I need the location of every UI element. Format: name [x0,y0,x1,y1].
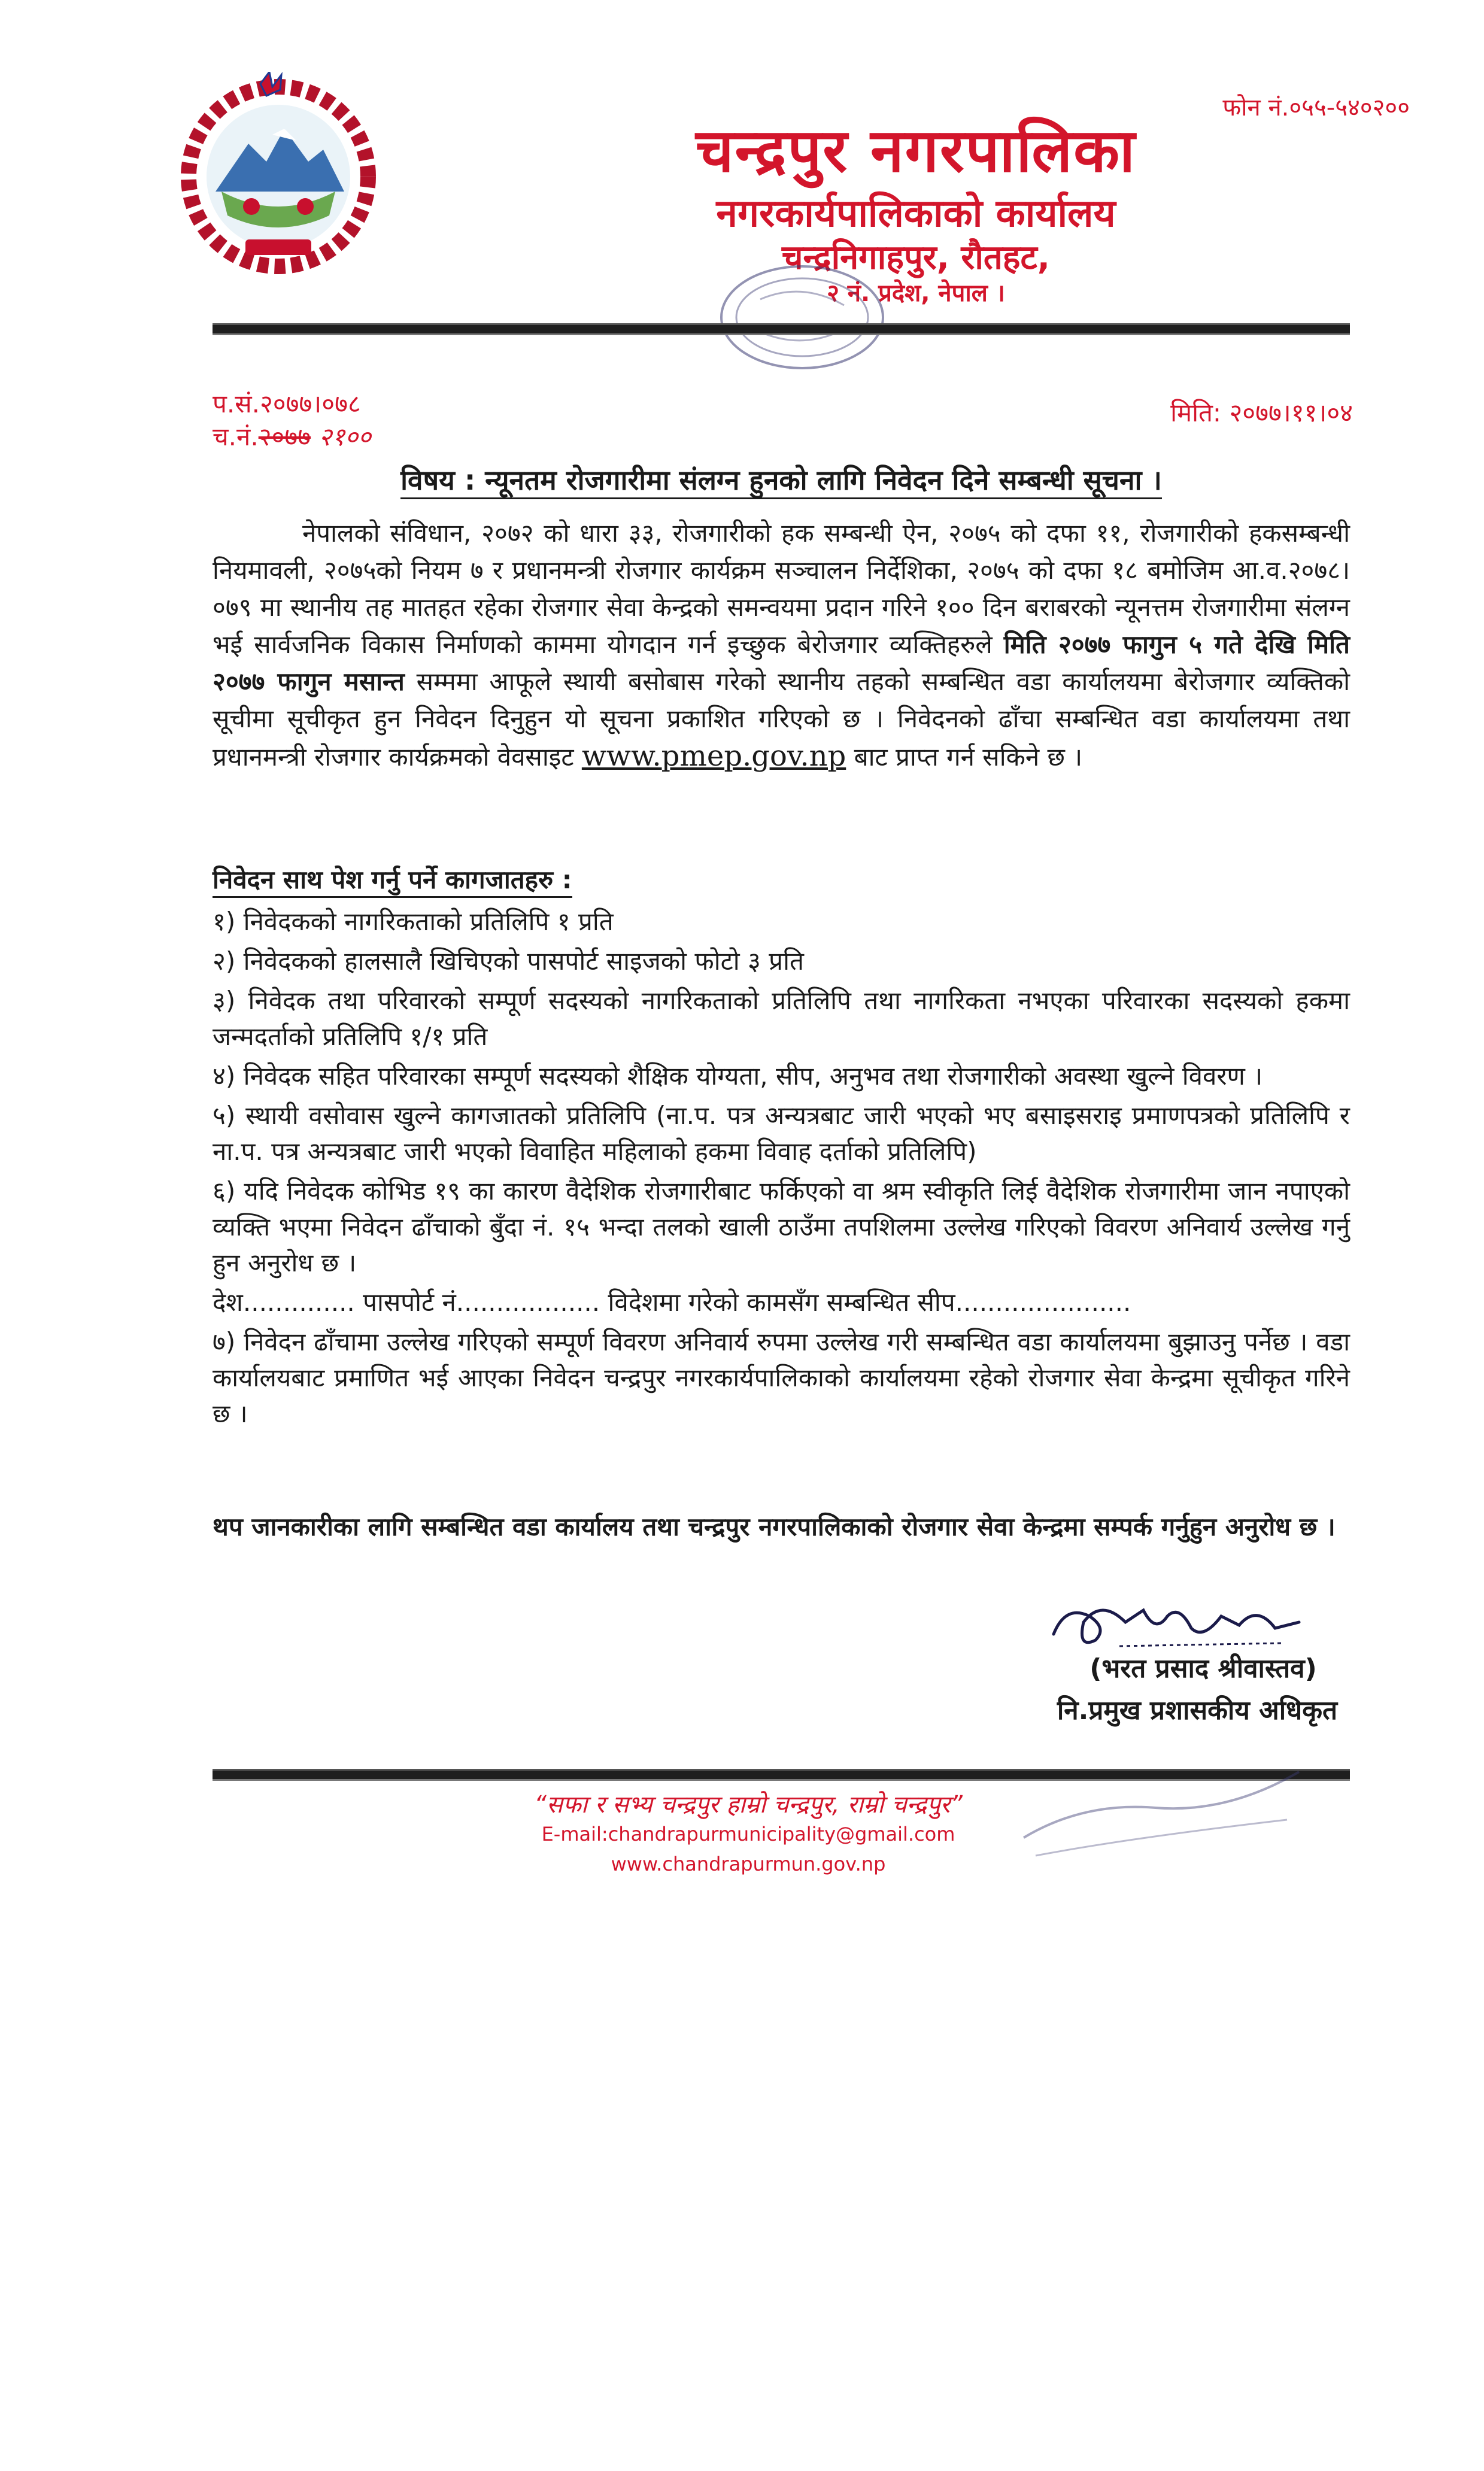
list-item: ४) निवेदक सहित परिवारका सम्पूर्ण सदस्यको शैक्षिक योग्यता, सीप, अनुभव तथा रोजगारीको अवस्था खुल्ने विवरण । [213,1061,1263,1091]
documents-heading: निवेदन साथ पेश गर्नु पर्ने कागजातहरु : [213,862,572,898]
body-text-end: बाट प्राप्त गर्न सकिने छ । [854,742,1083,772]
header-divider [213,323,1350,335]
body-text: नेपालको संविधान, २०७२ को धारा ३३, रोजगारीको हक सम्बन्धी ऐन, २०७५ को दफा ११, रोजगारीको हकसम्बन्धी नियमावली, २०७५को नियम ७ र प्रधानमन्त्री रोजगार कार्यक्रम सञ्चालन निर्देशिका, २०७५ को दफा १८ बमोजिम आ.व.२०७८।०७९ मा स्थानीय तह मातहत रहेका रोजगार सेवा केन्द्रको समन्वयमा प्रदान गरिने १०० दिन बराबरको न्यूनत्तम रोजगारीमा संलग्न भई सार्वजनिक विकास निर्माणको काममा योगदान गर्न इच्छुक बेरोजगार व्यक्तिहरुले [213,518,1350,659]
footer-slogan: “सफा र सभ्य चन्द्रपुर हाम्रो चन्द्रपुर, राम्रो चन्द्रपुर” [534,1791,963,1819]
list-item: देश.............. पासपोर्ट नं.................. विदेशमा गरेको कामसँग सम्बन्धित सीप...................... [213,1288,1131,1317]
body-text-cont: सम्ममा आफूले स्थायी बसोबास गरेको स्थानीय तहको सम्बन्धित वडा कार्यालयमा बेरोजगार व्यक्तिको सूचीमा सूचीकृत हुन निवेदन दिनुहुन यो सूचना प्रकाशित गरिएको छ । निवेदनको ढाँचा सम्बन्धित वडा कार्यालयमा तथा प्रधानमन्त्री रोजगार कार्यक्रमको वेवसाइट [213,667,1350,772]
office-address: चन्द्रनिगाहपुर, रौतहट, [782,238,1050,277]
office-subtitle: नगरकार्यपालिकाको कार्यालय [716,192,1116,236]
dispatch-struck-number: २०७७ [258,422,311,451]
footer-email-link[interactable]: E-mail:chandrapurmunicipality@gmail.com [541,1823,955,1845]
reference-number: प.सं.२०७७।०७८ [213,389,361,418]
office-province: २ नं. प्रदेश, नेपाल । [827,280,1005,307]
dispatch-label: च.नं. [213,422,259,451]
signatory-name: (भरत प्रसाद श्रीवास्तव) [1090,1653,1317,1684]
letter-date: मिति: २०७७।११।०४ [1170,398,1353,427]
list-item: ७) निवेदन ढाँचामा उल्लेख गरिएको सम्पूर्ण विवरण अनिवार्य रुपमा उल्लेख गरी सम्बन्धित वडा कार्यालयमा बुझाउनु पर्नेछ । वडा कार्यालयबाट प्रमाणित भई आएका निवेदन चन्द्रपुर नगरकार्यपालिकाको कार्यालयमा रहेको रोजगार सेवा केन्द्रमा सूचीकृत गरिने छ । [213,1327,1350,1428]
list-item: ३) निवेदक तथा परिवारको सम्पूर्ण सदस्यको नागरिकताको प्रतिलिपि तथा नागरिकता नभएका परिवारका सदस्यको हकमा जन्मदर्ताको प्रतिलिपि १/१ प्रति [213,986,1350,1051]
list-item: १) निवेदकको नागरिकताको प्रतिलिपि १ प्रति [213,907,614,936]
application-period: मिति २०७७ फागुन ५ गते देखि मिति २०७७ फागुन मसान्त [213,630,1350,696]
dispatch-number [213,419,371,453]
closing-paragraph: थप जानकारीका लागि सम्बन्धित वडा कार्यालय तथा चन्द्रपुर नगरपालिकाको रोजगार सेवा केन्द्रमा सम्पर्क गर्नुहुन अनुरोध छ । [213,1512,1336,1541]
body-paragraph [213,515,1350,776]
list-item: २) निवेदकको हालसालै खिचिएको पासपोर्ट साइजको फोटो ३ प्रति [213,946,804,976]
nepal-emblem-icon [180,72,377,275]
engineer-stamp-icon [1012,1748,1311,1868]
pmep-website-link[interactable]: www.pmep.gov.np [581,739,846,773]
list-item: ६) यदि निवेदक कोभिड १९ का कारण वैदेशिक रोजगारीबाट फर्किएको वा श्रम स्वीकृति लिई वैदेशिक रोजगारीमा जान नपाएको व्यक्ति भएमा निवेदन ढाँचाको बुँदा नं. १५ भन्दा तलको खाली ठाउँमा तपशिलमा उल्लेख गरिएको विवरण अनिवार्य उल्लेख गर्नु हुन अनुरोध छ । [213,1176,1350,1277]
office-seal-stamp-icon [712,257,892,377]
office-name: चन्द्रपुर नगरपालिका [696,116,1136,186]
subject-text: विषय : न्यूनतम रोजगारीमा संलग्न हुनको लागि निवेदन दिने सम्बन्धी सूचना । [400,464,1162,499]
subject-line [213,461,1350,498]
signatory-title: नि.प्रमुख प्रशासकीय अधिकृत [1057,1695,1338,1726]
list-item: ५) स्थायी वसोवास खुल्ने कागजातको प्रतिलिपि (ना.प. पत्र अन्यत्रबाट जारी भएको भए बसाइसराइ प्रमाणपत्रको प्रतिलिपि र ना.प. पत्र अन्यत्रबाट जारी भएको विवाहित महिलाको हकमा विवाह दर्ताको प्रतिलिपि) [213,1101,1350,1166]
documents-list [213,904,1350,1435]
footer-website-link[interactable]: www.chandrapurmun.gov.np [611,1853,886,1875]
phone-number: फोन नं.०५५-५४०२०० [1222,94,1410,122]
dispatch-handwritten-number: २१०० [318,422,371,451]
